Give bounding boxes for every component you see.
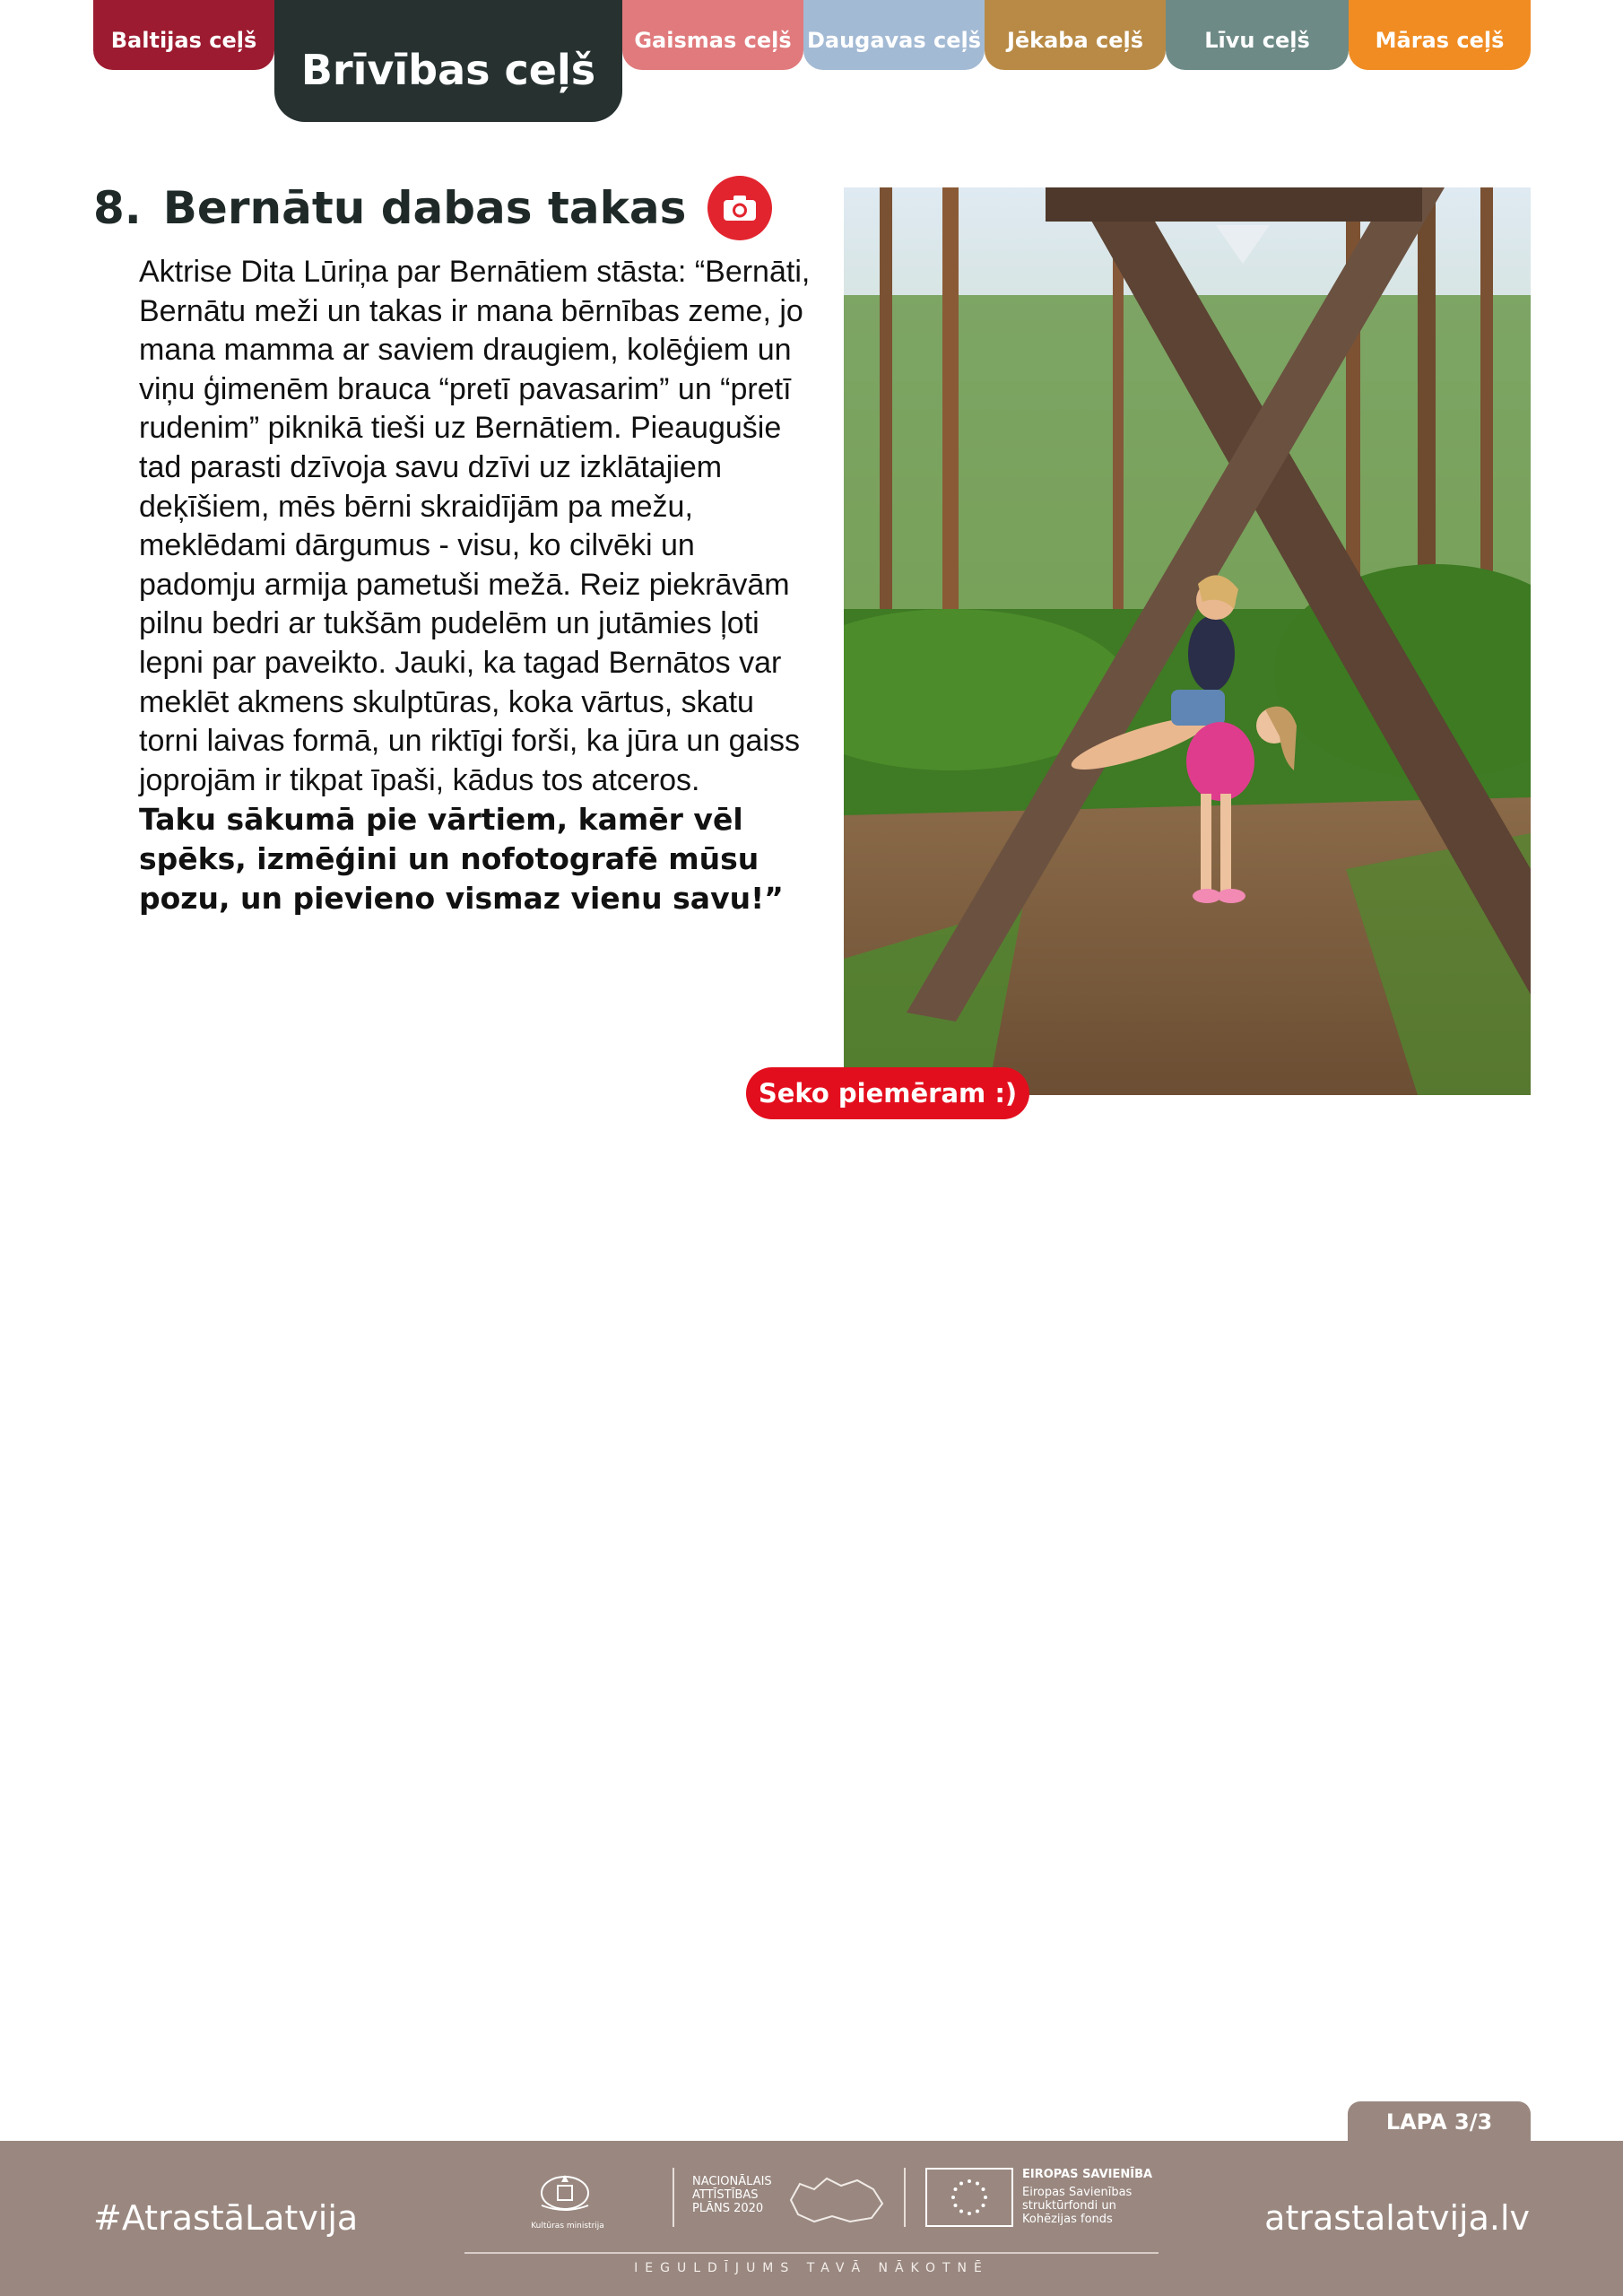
footer-tagline: IEGULDĪJUMS TAVĀ NĀKOTNĒ bbox=[464, 2252, 1159, 2275]
section-number: 8. bbox=[93, 182, 142, 234]
tab-gaismas-cels[interactable]: Gaismas ceļš bbox=[622, 0, 803, 70]
eu-funds-label: Eiropas Savienības struktūrfondi un Kohēzijas fonds bbox=[1022, 2186, 1133, 2226]
story-text bbox=[139, 253, 813, 918]
page-indicator: LAPA 3/3 bbox=[1348, 2101, 1531, 2143]
tab-jekaba-cels[interactable]: Jēkaba ceļš bbox=[985, 0, 1166, 70]
photo-illustration bbox=[844, 187, 1531, 1095]
tab-livu-cels[interactable]: Līvu ceļš bbox=[1166, 0, 1349, 70]
story-paragraph: Aktrise Dita Lūriņa par Bernātiem stāsta: “Bernāti, Bernātu meži un takas ir mana bērnības zeme, jo mana mamma ar saviem draugiem, kolēģiem un viņu ģimenēm brauca “pretī pavasarim” un “pretī rudenim” piknikā tieši uz Bernātiem. Pieaugušie tad parasti dzīvoja savu dzīvi uz izklātajiem deķīšiem, mēs bērni skraidījām pa mežu, meklēdami dārgumus - visu, ko cilvēki un padomju armija pametuši mežā. Reiz piekrāvām pilnu bedri ar tukšām pudelēm un jutāmies ļoti lepni par paveikto. Jauki, ka tagad Bernātos var meklēt akmens skulptūras, koka vārtus, skatu torni laivas formā, un riktīgi forši, ka jūra un gaiss joprojām ir tikpat īpaši, kādus tos atceros. bbox=[139, 255, 811, 797]
footer-website-link[interactable]: atrastalatvija.lv bbox=[1264, 2198, 1530, 2238]
section-title: Bernātu dabas takas bbox=[162, 182, 687, 234]
footer-hashtag: #AtrastāLatvija bbox=[93, 2198, 359, 2238]
tab-maras-cels[interactable]: Māras ceļš bbox=[1349, 0, 1531, 70]
ministry-crest-icon bbox=[536, 2170, 594, 2218]
tab-daugavas-cels[interactable]: Daugavas ceļš bbox=[803, 0, 985, 70]
follow-example-button[interactable]: Seko piemēram :) bbox=[746, 1067, 1029, 1119]
partner-logos bbox=[464, 2168, 1159, 2248]
tab-baltijas-cels[interactable]: Baltijas ceļš bbox=[93, 0, 274, 70]
camera-icon[interactable] bbox=[707, 176, 772, 240]
logo-divider bbox=[673, 2168, 674, 2227]
section-heading bbox=[93, 176, 772, 240]
logo-divider bbox=[904, 2168, 906, 2227]
story-callout: Taku sākumā pie vārtiem, kamēr vēl spēks, izmēģini un nofotografē mūsu pozu, un pievieno vismaz vienu savu!” bbox=[139, 802, 784, 916]
nap-label: NACIONĀLAIS ATTĪSTĪBAS PLĀNS 2020 bbox=[692, 2175, 772, 2215]
forest-gate-photo bbox=[844, 187, 1531, 1095]
footer bbox=[0, 2141, 1623, 2296]
eu-title: EIROPAS SAVIENĪBA bbox=[1022, 2168, 1153, 2181]
eu-flag-icon bbox=[925, 2168, 1013, 2231]
ministry-label: Kultūras ministrija bbox=[531, 2222, 604, 2231]
tab-brivibas-cels[interactable]: Brīvības ceļš bbox=[274, 0, 622, 122]
latvia-map-icon bbox=[787, 2173, 886, 2231]
